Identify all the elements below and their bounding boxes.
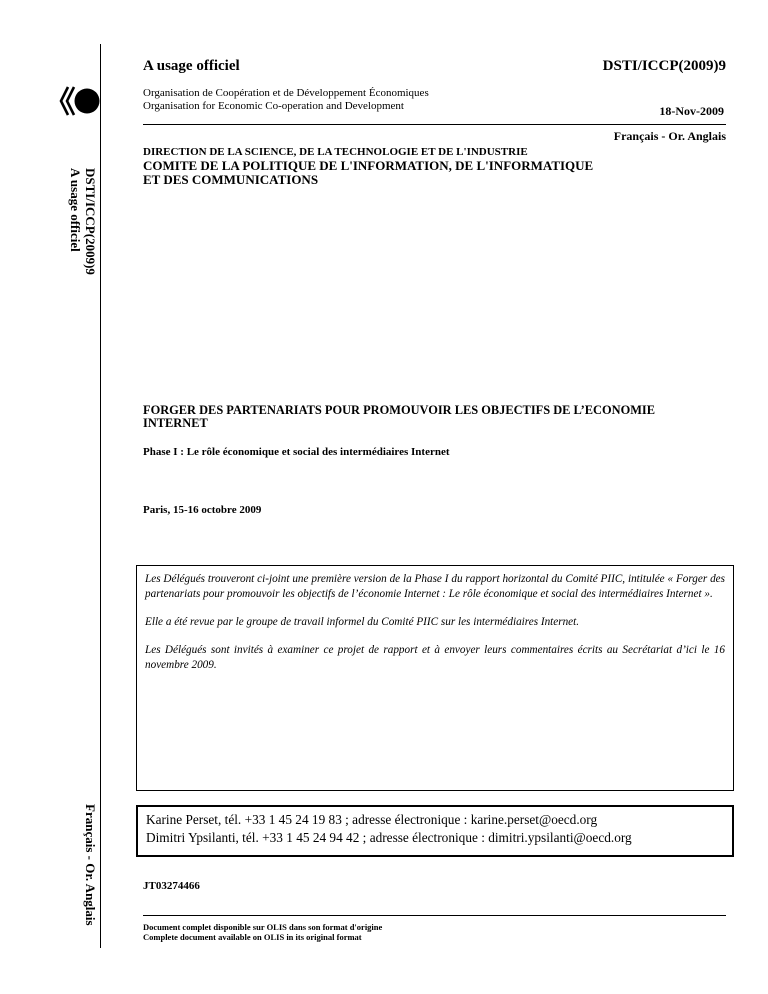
contact-line-2: Dimitri Ypsilanti, tél. +33 1 45 24 94 42 ; adresse électronique : dimitri.ypsilanti@oecd.org	[146, 830, 632, 845]
note-paragraph-2: Elle a été revue par le groupe de travail informel du Comité PIIC sur les intermédiaires Internet.	[145, 616, 580, 628]
footer-line-fr: Document complet disponible sur OLIS dans son format d'origine	[143, 922, 383, 932]
jt-number: JT03274466	[143, 880, 200, 892]
title-line2: INTERNET	[143, 416, 208, 430]
note-paragraph-1: Les Délégués trouveront ci-joint une première version de la Phase I du rapport horizontal du Comité PIIC, intitulée « Forger des partenariats pour promouvoir les objectifs de l’économie Internet : Le rôle économique et social des intermédiaires Internet ».	[145, 573, 725, 600]
committee-line2: ET DES COMMUNICATIONS	[143, 172, 319, 187]
spine-languages: Français - Or. Anglais	[83, 804, 98, 926]
location-date: Paris, 15-16 octobre 2009	[143, 504, 262, 516]
committee-line1: COMITE DE LA POLITIQUE DE L'INFORMATION, DE L'INFORMATIQUE	[143, 158, 594, 173]
contacts-box	[136, 805, 734, 857]
footer-line-en: Complete document available on OLIS in its original format	[143, 932, 362, 942]
document-date: 18-Nov-2009	[659, 104, 724, 118]
organisation-name-en: Organisation for Economic Co-operation and Development	[143, 100, 404, 112]
spine-code: DSTI/ICCP(2009)9	[83, 168, 98, 275]
header-rule	[143, 124, 726, 125]
contact-line-1: Karine Perset, tél. +33 1 45 24 19 83 ; adresse électronique : karine.perset@oecd.org	[146, 812, 598, 827]
spine-usage: A usage officiel	[68, 168, 83, 252]
spine-rule	[100, 44, 101, 948]
usage-label: A usage officiel	[143, 58, 240, 74]
doc-code: DSTI/ICCP(2009)9	[602, 58, 726, 74]
subtitle: Phase I : Le rôle économique et social des intermédiaires Internet	[143, 446, 450, 458]
footer-rule	[143, 915, 726, 916]
note-box	[136, 565, 734, 791]
document-languages: Français - Or. Anglais	[613, 129, 726, 143]
title-line1: FORGER DES PARTENARIATS POUR PROMOUVOIR LES OBJECTIFS DE L’ECONOMIE	[143, 403, 655, 417]
directorate: DIRECTION DE LA SCIENCE, DE LA TECHNOLOGIE ET DE L'INDUSTRIE	[143, 146, 528, 158]
oecd-logo-icon	[58, 84, 100, 118]
organisation-name-fr: Organisation de Coopération et de Développement Économiques	[143, 87, 429, 99]
note-paragraph-3: Les Délégués sont invités à examiner ce projet de rapport et à envoyer leurs commentaires écrits au Secrétariat d’ici le 16 novembre 2009.	[145, 644, 725, 671]
